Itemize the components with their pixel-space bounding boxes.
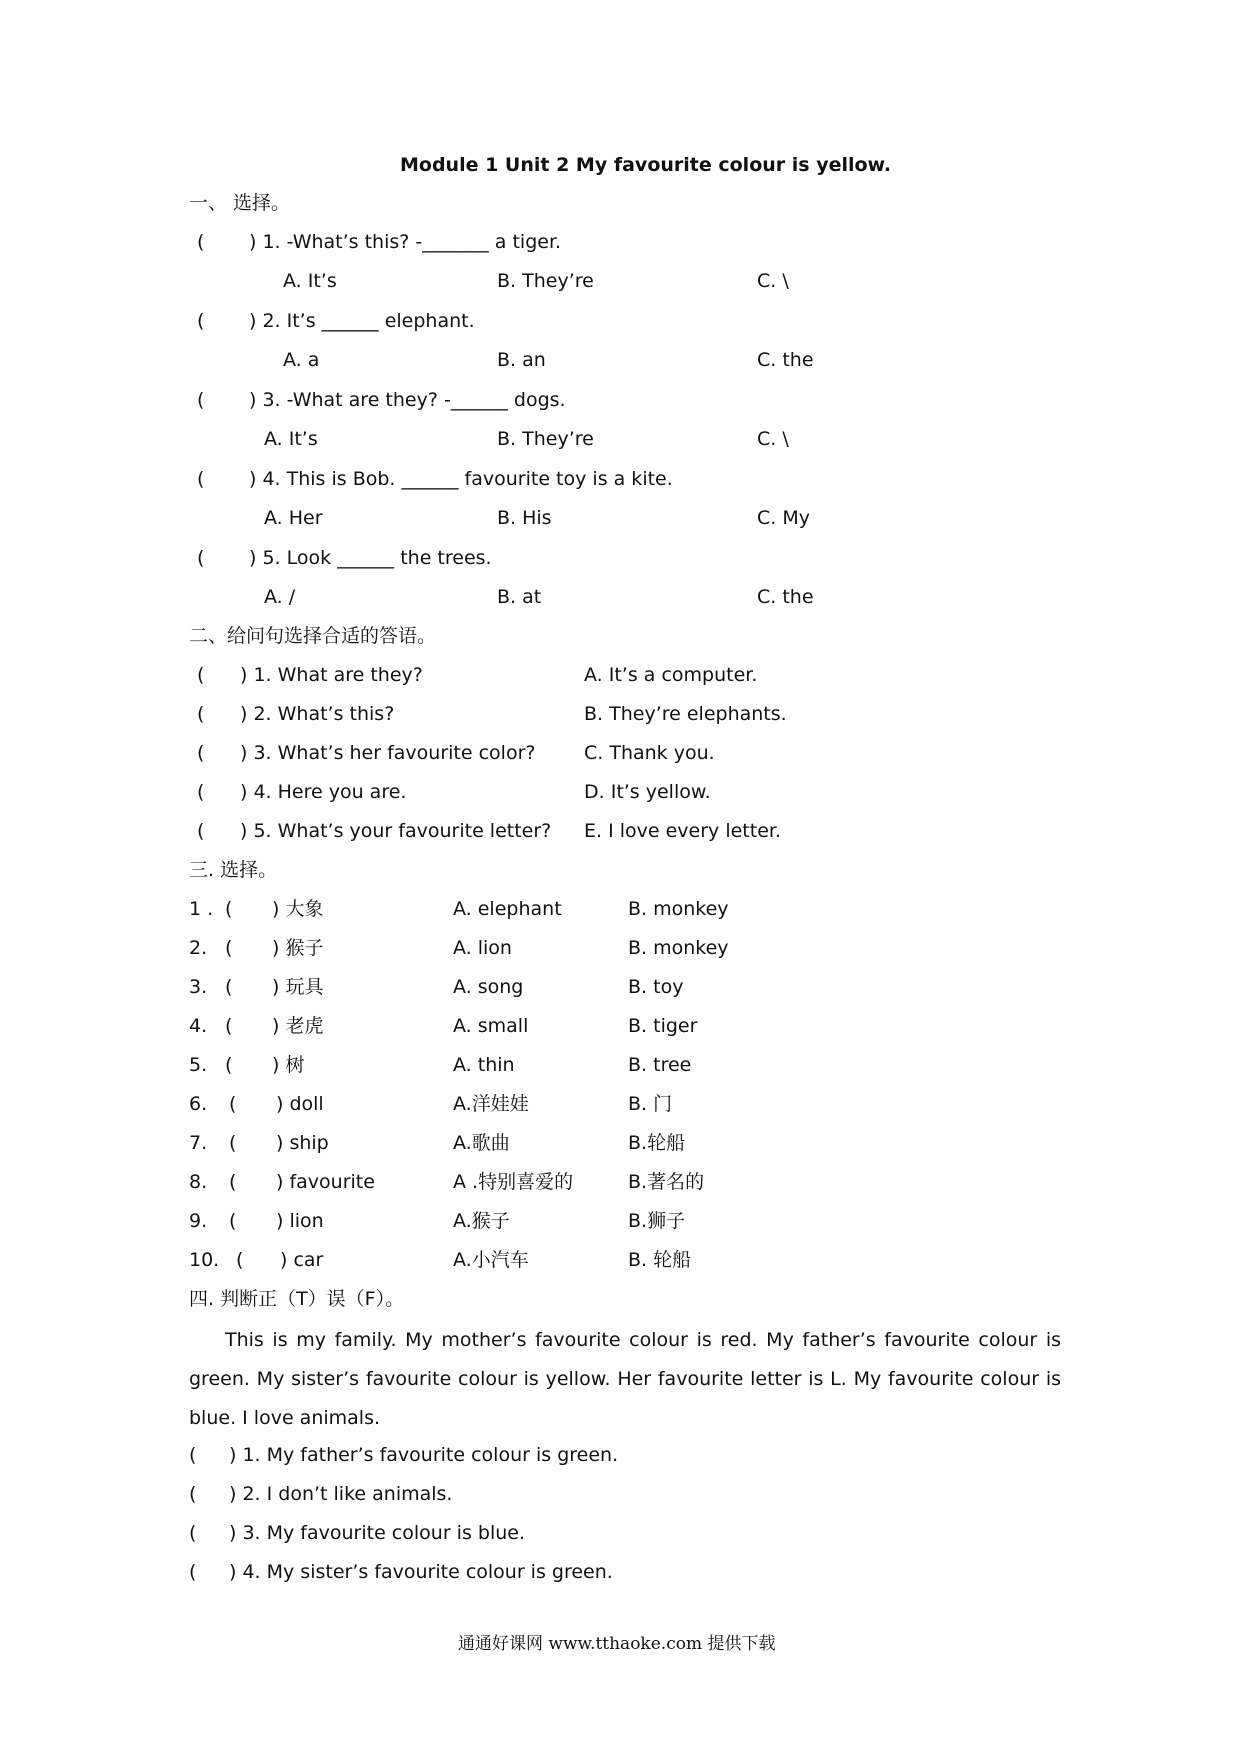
answer-paren: ( xyxy=(197,389,205,411)
question-text: ) 4. Here you are. xyxy=(240,781,407,803)
option-a: A. elephant xyxy=(453,898,562,920)
answer-paren: ( xyxy=(197,742,205,764)
question-stem: ) 5. Look ______ the trees. xyxy=(249,547,492,569)
option-b: B. They’re xyxy=(497,270,594,292)
answer-paren: ( xyxy=(229,1132,237,1154)
answer-paren: ( xyxy=(197,664,205,686)
item-number: 1 . xyxy=(189,898,214,920)
option-b: B. tiger xyxy=(628,1015,698,1037)
question-text: ) 1. What are they? xyxy=(240,664,423,686)
option-b: B. toy xyxy=(628,976,684,998)
item-word: ) 老虎 xyxy=(272,1015,324,1037)
item-number: 7. xyxy=(189,1132,208,1154)
option-b: B. His xyxy=(497,507,552,529)
item-word: ) lion xyxy=(276,1210,324,1232)
option-a: A. a xyxy=(283,349,320,371)
item-word: ) doll xyxy=(276,1093,324,1115)
answer-paren: ( xyxy=(197,781,205,803)
section1-heading: 一、 选择。 xyxy=(189,192,291,214)
answer-option: E. I love every letter. xyxy=(584,820,781,842)
item-word: ) 玩具 xyxy=(272,976,324,998)
question-text: ) 5. What’s your favourite letter? xyxy=(240,820,552,842)
option-b: B. an xyxy=(497,349,546,371)
answer-paren: ( xyxy=(197,703,205,725)
answer-paren: ( xyxy=(197,468,205,490)
answer-paren: ( xyxy=(189,1561,197,1583)
option-b: B. monkey xyxy=(628,898,729,920)
answer-option: D. It’s yellow. xyxy=(584,781,711,803)
answer-option: C. Thank you. xyxy=(584,742,715,764)
option-b: B. tree xyxy=(628,1054,692,1076)
option-a: A.小汽车 xyxy=(453,1249,529,1271)
option-b: B.轮船 xyxy=(628,1132,686,1154)
item-word: ) 树 xyxy=(272,1054,305,1076)
option-a: A .特别喜爱的 xyxy=(453,1171,574,1193)
answer-paren: ( xyxy=(225,937,233,959)
option-a: A.歌曲 xyxy=(453,1132,510,1154)
item-word: ) 大象 xyxy=(272,898,324,920)
item-number: 6. xyxy=(189,1093,208,1115)
question-stem: ) 1. -What’s this? -_______ a tiger. xyxy=(249,231,562,253)
answer-paren: ( xyxy=(229,1171,237,1193)
page-title: Module 1 Unit 2 My favourite colour is yellow. xyxy=(400,154,892,176)
page-footer: 通通好课网 www.tthaoke.com 提供下载 xyxy=(458,1634,776,1654)
statement-text: ) 4. My sister’s favourite colour is green. xyxy=(229,1561,613,1583)
answer-paren: ( xyxy=(189,1483,197,1505)
option-b: B.著名的 xyxy=(628,1171,705,1193)
answer-paren: ( xyxy=(189,1444,197,1466)
item-number: 9. xyxy=(189,1210,208,1232)
statement-text: ) 3. My favourite colour is blue. xyxy=(229,1522,526,1544)
item-number: 8. xyxy=(189,1171,208,1193)
answer-paren: ( xyxy=(197,310,205,332)
answer-paren: ( xyxy=(225,1015,233,1037)
item-word: ) car xyxy=(280,1249,324,1271)
answer-paren: ( xyxy=(236,1249,244,1271)
question-text: ) 3. What’s her favourite color? xyxy=(240,742,536,764)
option-b: B. at xyxy=(497,586,542,608)
statement-text: ) 2. I don’t like animals. xyxy=(229,1483,453,1505)
item-word: ) favourite xyxy=(276,1171,375,1193)
reading-passage xyxy=(189,1321,1061,1438)
answer-paren: ( xyxy=(229,1210,237,1232)
item-number: 2. xyxy=(189,937,208,959)
option-c: C. \ xyxy=(757,428,789,450)
section2-heading: 二、给问句选择合适的答语。 xyxy=(189,625,437,647)
option-a: A. It’s xyxy=(283,270,337,292)
answer-paren: ( xyxy=(197,820,205,842)
item-number: 5. xyxy=(189,1054,208,1076)
answer-paren: ( xyxy=(189,1522,197,1544)
item-word: ) 猴子 xyxy=(272,937,324,959)
answer-paren: ( xyxy=(225,976,233,998)
option-b: B. They’re xyxy=(497,428,594,450)
answer-paren: ( xyxy=(197,547,205,569)
option-a: A. lion xyxy=(453,937,512,959)
option-a: A. / xyxy=(264,586,296,608)
question-stem: ) 4. This is Bob. ______ favourite toy is a kite. xyxy=(249,468,673,490)
option-a: A. Her xyxy=(264,507,323,529)
answer-paren: ( xyxy=(225,898,233,920)
answer-paren: ( xyxy=(229,1093,237,1115)
option-b: B. monkey xyxy=(628,937,729,959)
statement-text: ) 1. My father’s favourite colour is green. xyxy=(229,1444,619,1466)
passage-text: This is my family. My mother’s favourite colour is red. My father’s favourite colour is green. My sister’s favourite colour is yellow. Her favourite letter is L. My favourite colour is blue. I love animals. xyxy=(189,1329,1061,1429)
question-text: ) 2. What’s this? xyxy=(240,703,395,725)
option-a: A. song xyxy=(453,976,524,998)
answer-option: B. They’re elephants. xyxy=(584,703,787,725)
option-a: A. thin xyxy=(453,1054,515,1076)
section3-heading: 三. 选择。 xyxy=(189,859,278,881)
option-a: A.洋娃娃 xyxy=(453,1093,529,1115)
item-number: 3. xyxy=(189,976,208,998)
answer-paren: ( xyxy=(197,231,205,253)
item-number: 10. xyxy=(189,1249,220,1271)
option-b: B. 门 xyxy=(628,1093,673,1115)
option-c: C. the xyxy=(757,349,814,371)
item-number: 4. xyxy=(189,1015,208,1037)
option-a: A. It’s xyxy=(264,428,318,450)
option-c: C. the xyxy=(757,586,814,608)
option-a: A. small xyxy=(453,1015,529,1037)
section4-heading: 四. 判断正（T）误（F）。 xyxy=(189,1288,405,1310)
answer-option: A. It’s a computer. xyxy=(584,664,758,686)
answer-paren: ( xyxy=(225,1054,233,1076)
question-stem: ) 3. -What are they? -______ dogs. xyxy=(249,389,566,411)
option-b: B.狮子 xyxy=(628,1210,686,1232)
option-c: C. \ xyxy=(757,270,789,292)
question-stem: ) 2. It’s ______ elephant. xyxy=(249,310,475,332)
option-c: C. My xyxy=(757,507,810,529)
option-b: B. 轮船 xyxy=(628,1249,692,1271)
option-a: A.猴子 xyxy=(453,1210,510,1232)
item-word: ) ship xyxy=(276,1132,329,1154)
